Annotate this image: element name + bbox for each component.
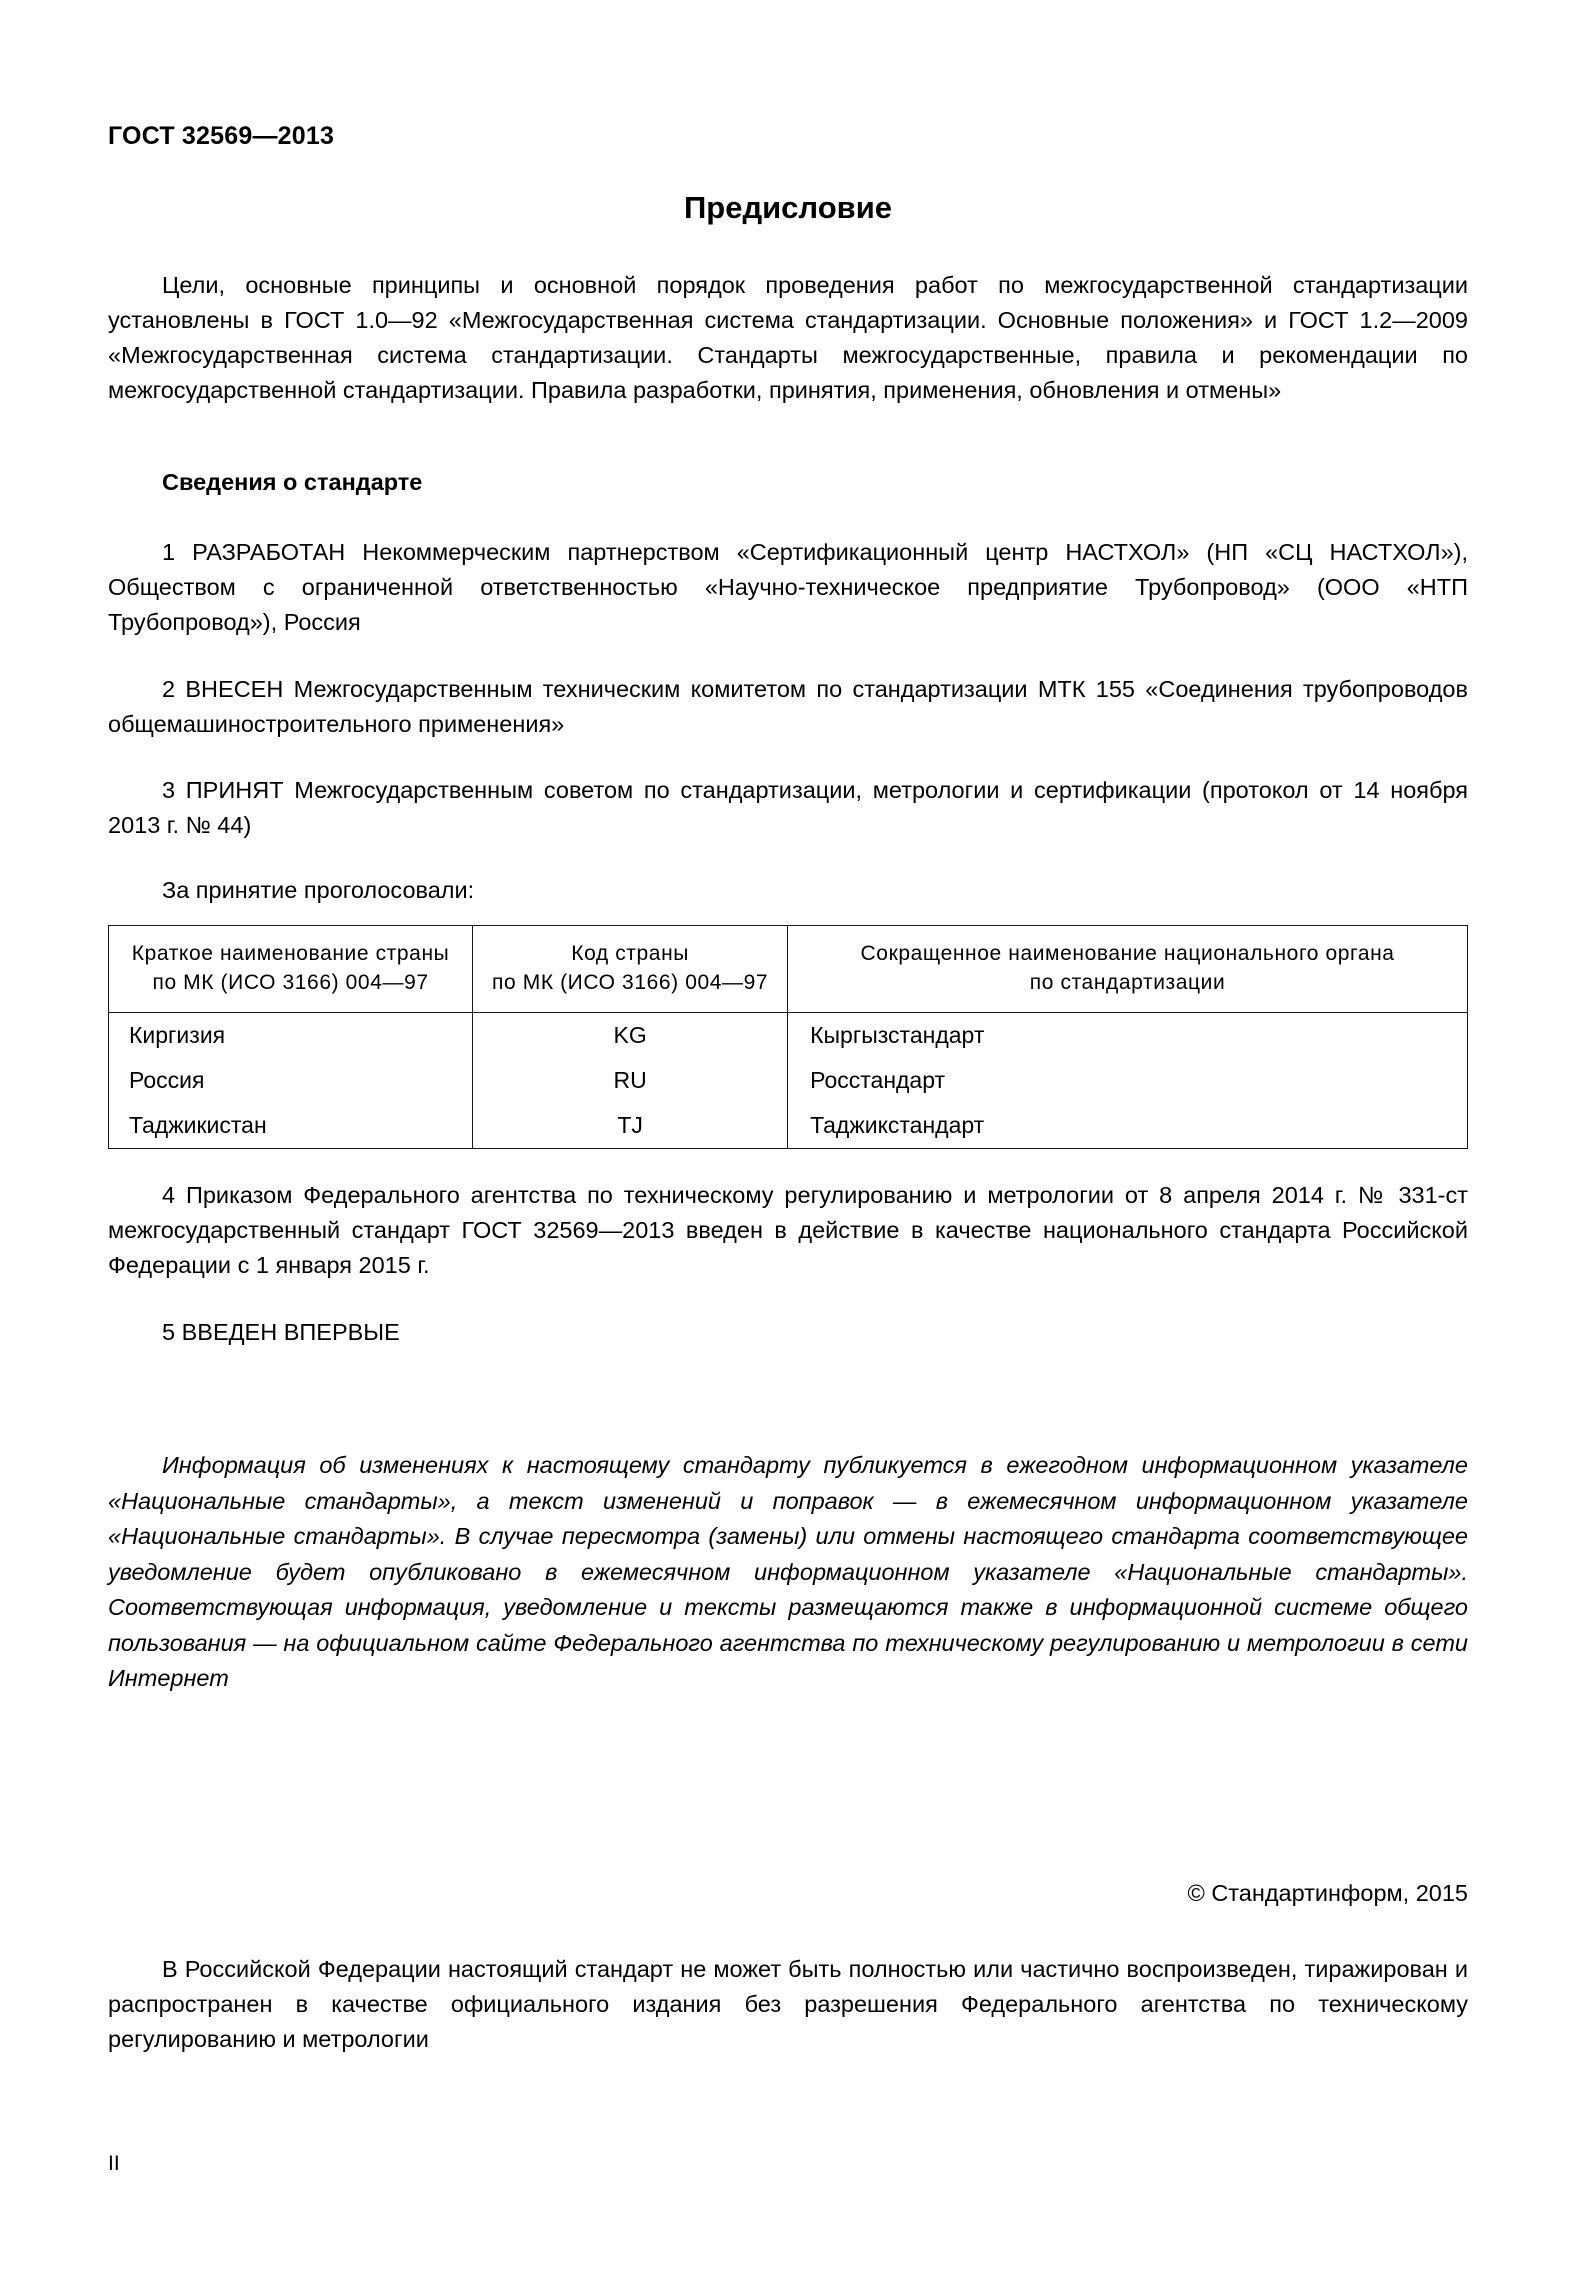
table-cell-country-code: KG bbox=[473, 1013, 788, 1059]
vote-label: За принятие проголосовали: bbox=[162, 877, 475, 903]
voting-countries-table bbox=[108, 925, 1468, 1149]
table-header-country-code-line1: Код страны bbox=[571, 942, 689, 965]
table-cell-national-body: Таджикстандарт bbox=[788, 1103, 1468, 1149]
table-header-country-name-line1: Краткое наименование страны bbox=[131, 942, 450, 965]
page-number: II bbox=[108, 2152, 120, 2175]
table-cell-country-name: Россия bbox=[109, 1058, 473, 1103]
table-cell-country-name: Таджикистан bbox=[109, 1103, 473, 1149]
table-row bbox=[109, 1058, 1468, 1103]
page-title: Предисловие bbox=[683, 190, 892, 225]
table-cell-country-name: Киргизия bbox=[109, 1013, 473, 1059]
clause-5: 5 ВВЕДЕН ВПЕРВЫЕ bbox=[162, 1319, 400, 1345]
section-heading-standard-info: Сведения о стандарте bbox=[162, 469, 423, 495]
reproduction-notice: В Российской Федерации настоящий стандарт не может быть полностью или частично воспроизведен, тиражирован и распространен в качестве официального издания без разрешения Федерального агентства по техническому регулированию и метрологии bbox=[108, 1956, 1468, 2052]
copyright-line: © Стандартинформ, 2015 bbox=[1187, 1880, 1468, 1906]
table-header-national-body bbox=[788, 926, 1468, 1013]
table-header-national-body-line1: Сокращенное наименование национального органа bbox=[860, 942, 1395, 965]
clause-2: 2 ВНЕСЕН Межгосударственным техническим комитетом по стандартизации МТК 155 «Соединения трубопроводов общемашиностроительного применения» bbox=[108, 676, 1468, 737]
document-standard-header: ГОСТ 32569—2013 bbox=[108, 122, 335, 150]
clause-1: 1 РАЗРАБОТАН Некоммерческим партнерством «Сертификационный центр НАСТХОЛ» (НП «СЦ НАСТХОЛ»), Обществом с ограниченной ответственностью «Научно-техническое предприятие Трубопровод» (ООО «НТП Трубопровод»), Россия bbox=[108, 539, 1468, 635]
voting-countries-table-wrapper bbox=[108, 925, 1468, 1149]
changes-notice: Информация об изменениях к настоящему стандарту публикуется в ежегодном информационном указателе «Национальные стандарты», а текст изменений и поправок — в ежемесячном информационном указателе «Национальные стандарты». В случае пересмотра (замены) или отмены настоящего стандарта соответствующее уведомление будет опубликовано в ежемесячном информационном указателе «Национальные стандарты». Соответствующая информация, уведомление и тексты размещаются также в информационной системе общего пользования — на официальном сайте Федерального агентства по техническому регулированию и метрологии в сети Интернет bbox=[108, 1452, 1468, 1691]
table-cell-country-code: RU bbox=[473, 1058, 788, 1103]
table-header-country-code-line2: по МК (ИСО 3166) 004—97 bbox=[492, 971, 769, 994]
clause-3: 3 ПРИНЯТ Межгосударственным советом по стандартизации, метрологии и сертификации (протокол от 14 ноября 2013 г. № 44) bbox=[108, 777, 1468, 838]
clause-4: 4 Приказом Федерального агентства по техническому регулированию и метрологии от 8 апреля 2014 г. № 331-ст межгосударственный стандарт ГОСТ 32569—2013 введен в действие в качестве национального стандарта Российской Федерации с 1 января 2015 г. bbox=[108, 1182, 1468, 1278]
table-cell-country-code: TJ bbox=[473, 1103, 788, 1149]
intro-paragraph: Цели, основные принципы и основной порядок проведения работ по межгосударственной стандартизации установлены в ГОСТ 1.0—92 «Межгосударственная система стандартизации. Основные положения» и ГОСТ 1.2—2009 «Межгосударственная система стандартизации. Стандарты межгосударственные, правила и рекомендации по межгосударственной стандартизации. Правила разработки, принятия, применения, обновления и отмены» bbox=[108, 272, 1468, 403]
table-header-country-code bbox=[473, 926, 788, 1013]
table-header-country-name bbox=[109, 926, 473, 1013]
table-row bbox=[109, 1013, 1468, 1059]
table-header-country-name-line2: по МК (ИСО 3166) 004—97 bbox=[152, 971, 429, 994]
table-header-row bbox=[109, 926, 1468, 1013]
table-cell-national-body: Кыргызстандарт bbox=[788, 1013, 1468, 1059]
table-row bbox=[109, 1103, 1468, 1149]
table-header-national-body-line2: по стандартизации bbox=[1029, 971, 1226, 994]
table-cell-national-body: Росстандарт bbox=[788, 1058, 1468, 1103]
